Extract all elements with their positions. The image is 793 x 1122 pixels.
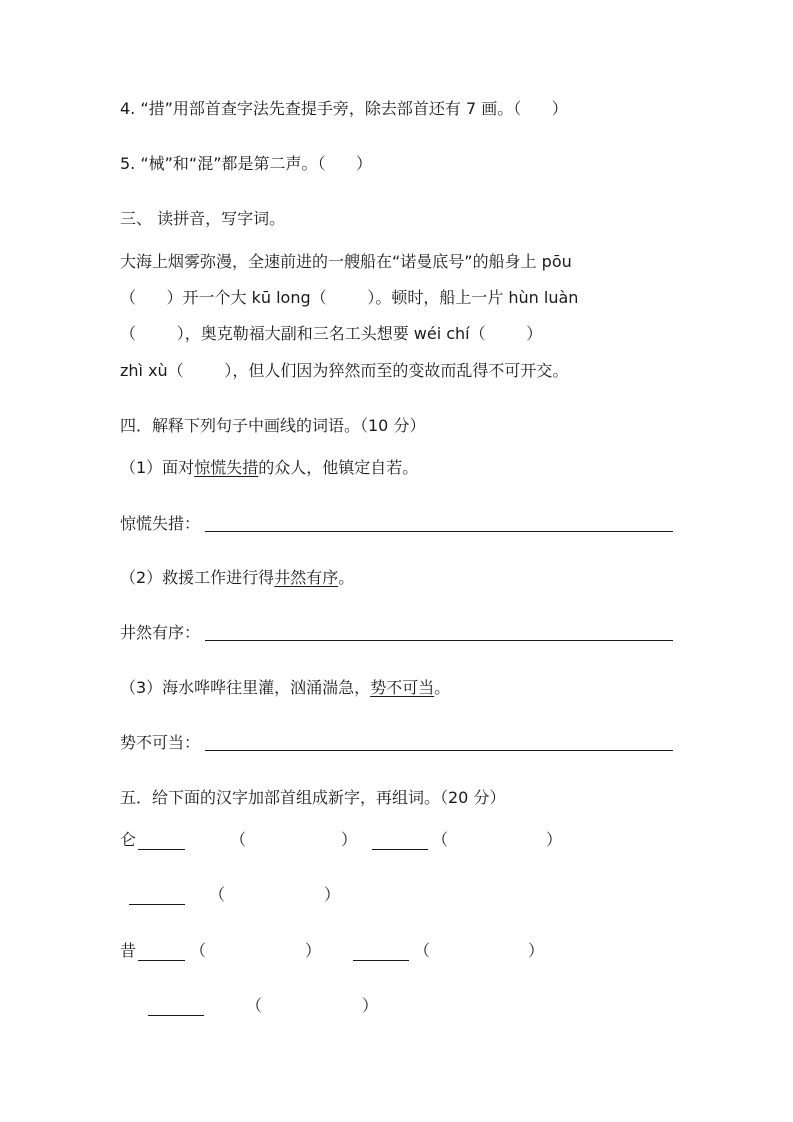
section-3-line-4: zhì xù（ ），但人们因为猝然而至的变故而乱得不可开交。 <box>120 361 569 380</box>
paren-close-1a: ） <box>341 830 358 849</box>
base-char-1: 仑 <box>120 830 137 849</box>
question-4: 4. “措”用部首查字法先查提手旁，除去部首还有 7 画。（ ） <box>120 99 568 118</box>
blank-1c[interactable] <box>129 904 185 905</box>
section-4-heading: 四．解释下列句子中画线的词语。（10 分） <box>120 416 426 435</box>
sentence-3-post: 。 <box>434 678 451 697</box>
paren-close-1c: ） <box>324 885 341 904</box>
answer-label-3: 势不可当： <box>120 733 201 752</box>
section-3-line-1: 大海上烟雾弥漫，全速前进的一艘船在“诺曼底号”的船身上 pōu <box>120 252 572 271</box>
sentence-1 <box>120 458 418 478</box>
sentence-3-pre: （3）海水哗哗往里灌，汹涌湍急， <box>120 678 371 697</box>
paren-open-1a: （ <box>230 830 247 849</box>
answer-label-2: 井然有序： <box>120 623 201 642</box>
section-3-line-2: （ ）开一个大 kū long（ ）。顿时，船上一片 hùn luàn <box>120 288 579 307</box>
base-char-2: 昔 <box>120 941 137 960</box>
sentence-1-term: 惊慌失措 <box>194 458 259 477</box>
paren-open-2c: （ <box>246 996 263 1015</box>
sentence-2-post: 。 <box>338 568 355 587</box>
paren-close-1b: ） <box>546 830 563 849</box>
blank-2a[interactable] <box>138 960 185 961</box>
sentence-1-pre: （1）面对 <box>120 458 195 477</box>
paren-close-2a: ） <box>305 941 322 960</box>
paren-open-1b: （ <box>432 830 449 849</box>
answer-line-3[interactable] <box>205 750 673 751</box>
paren-open-2a: （ <box>190 941 207 960</box>
paren-close-2b: ） <box>528 941 545 960</box>
paren-open-2b: （ <box>414 941 431 960</box>
section-3-heading: 三、 读拼音，写字词。 <box>120 209 286 228</box>
question-5: 5. “械”和“混”都是第二声。（ ） <box>120 154 373 173</box>
section-5-heading: 五．给下面的汉字加部首组成新字，再组词。（20 分） <box>120 788 506 807</box>
answer-line-1[interactable] <box>205 531 673 532</box>
sentence-1-post: 的众人，他镇定自若。 <box>258 458 419 477</box>
blank-1b[interactable] <box>372 849 428 850</box>
sentence-3-term: 势不可当 <box>370 678 435 697</box>
sentence-3 <box>120 678 450 698</box>
sentence-2-term: 井然有序 <box>274 568 339 587</box>
paren-close-2c: ） <box>362 996 379 1015</box>
blank-2b[interactable] <box>353 960 409 961</box>
sentence-2-pre: （2）救援工作进行得 <box>120 568 275 587</box>
blank-1a[interactable] <box>138 849 185 850</box>
paren-open-1c: （ <box>209 885 226 904</box>
section-3-line-3: （ ），奥克勒福大副和三名工头想要 wéi chí（ ） <box>120 324 543 343</box>
answer-label-1: 惊慌失措： <box>120 514 201 533</box>
sentence-2 <box>120 568 354 588</box>
blank-2c[interactable] <box>148 1015 204 1016</box>
answer-line-2[interactable] <box>205 640 673 641</box>
